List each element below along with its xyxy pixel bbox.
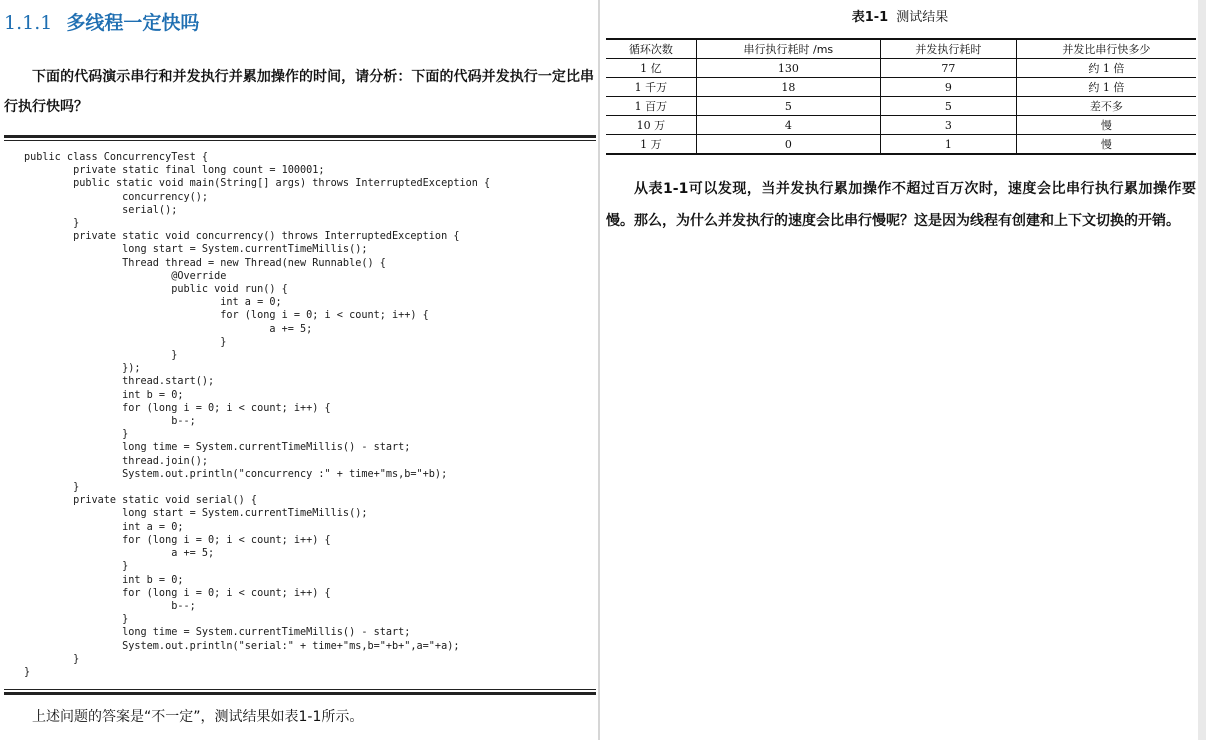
- table-cell: 慢: [1016, 116, 1196, 135]
- section-number: 1.1.1: [4, 12, 53, 34]
- table-cell: 18: [696, 78, 880, 97]
- code-bottom-rule-thick: [4, 692, 596, 695]
- table-cell: 慢: [1016, 135, 1196, 155]
- table-cell: 9: [880, 78, 1016, 97]
- table-cell: 1: [880, 135, 1016, 155]
- table-cell: 1 百万: [606, 97, 696, 116]
- conclusion-paragraph: 从表1-1可以发现，当并发执行累加操作不超过百万次时，速度会比串行执行累加操作要慢。那么，为什么并发执行的速度会比串行慢呢？这是因为线程有创建和上下文切换的开销。: [606, 181, 1196, 229]
- table-caption-text: 测试结果: [896, 10, 949, 25]
- table-row: [606, 97, 1196, 116]
- table-cell: 差不多: [1016, 97, 1196, 116]
- intro-paragraph: 下面的代码演示串行和并发执行并累加操作的时间，请分析：下面的代码并发执行一定比串行执行快吗？: [4, 69, 594, 115]
- table-cell: 77: [880, 59, 1016, 78]
- table-cell: 约 1 倍: [1016, 78, 1196, 97]
- table-cell: 1 亿: [606, 59, 696, 78]
- table-cell: 5: [880, 97, 1016, 116]
- table-header-cell: 并发比串行快多少: [1016, 39, 1196, 59]
- results-table: [606, 38, 1196, 155]
- answer-paragraph: 上述问题的答案是“不一定”，测试结果如表1-1所示。: [32, 709, 364, 725]
- table-cell: 3: [880, 116, 1016, 135]
- table-cell: 10 万: [606, 116, 696, 135]
- right-margin-strip: [1198, 0, 1206, 740]
- table-cell: 1 千万: [606, 78, 696, 97]
- table-caption: [600, 6, 1200, 25]
- code-top-rule-thin: [4, 140, 596, 141]
- table-cell: 约 1 倍: [1016, 59, 1196, 78]
- table-header-cell: 并发执行耗时: [880, 39, 1016, 59]
- table-cell: 4: [696, 116, 880, 135]
- table-row: [606, 59, 1196, 78]
- table-cell: 0: [696, 135, 880, 155]
- code-listing: public class ConcurrencyTest { private static final long count = 100001; public static void main(String[] args) throws InterruptedException { concurrency(); serial(); } private static void concurrency() throws InterruptedException { long start = System.currentTimeMillis(); Thread thread = new Thread(new Runnable() { @Override public void run() { int a = 0; for (long i = 0; i < count; i++) { a += 5; } } }); thread.start(); int b = 0; for (long i = 0; i < count; i++) { b--; } long time = System.currentTimeMillis() - start; thread.join(); System.out.println("concurrency :" + time+"ms,b="+b); } private static void serial() { long start = System.currentTimeMillis(); int a = 0; for (long i = 0; i < count; i++) { a += 5; } int b = 0; for (long i = 0; i < count; i++) { b--; } long time = System.currentTimeMillis() - start; System.out.println("serial:" + time+"ms,b="+b+",a="+a); } }: [24, 152, 491, 678]
- table-cell: 5: [696, 97, 880, 116]
- table-header-cell: 循环次数: [606, 39, 696, 59]
- table-cell: 130: [696, 59, 880, 78]
- table-cell: 1 万: [606, 135, 696, 155]
- code-bottom-rule-thin: [4, 689, 596, 690]
- table-caption-label: 表1-1: [851, 10, 889, 25]
- table-row: [606, 116, 1196, 135]
- table-row: [606, 135, 1196, 155]
- right-page: [600, 0, 1198, 740]
- table-header-row: [606, 39, 1196, 59]
- left-page: [0, 0, 598, 740]
- table-header-cell: 串行执行耗时 /ms: [696, 39, 880, 59]
- section-title: 多线程一定快吗: [66, 12, 200, 34]
- code-top-rule-thick: [4, 135, 596, 138]
- section-heading: [4, 8, 199, 35]
- table-row: [606, 78, 1196, 97]
